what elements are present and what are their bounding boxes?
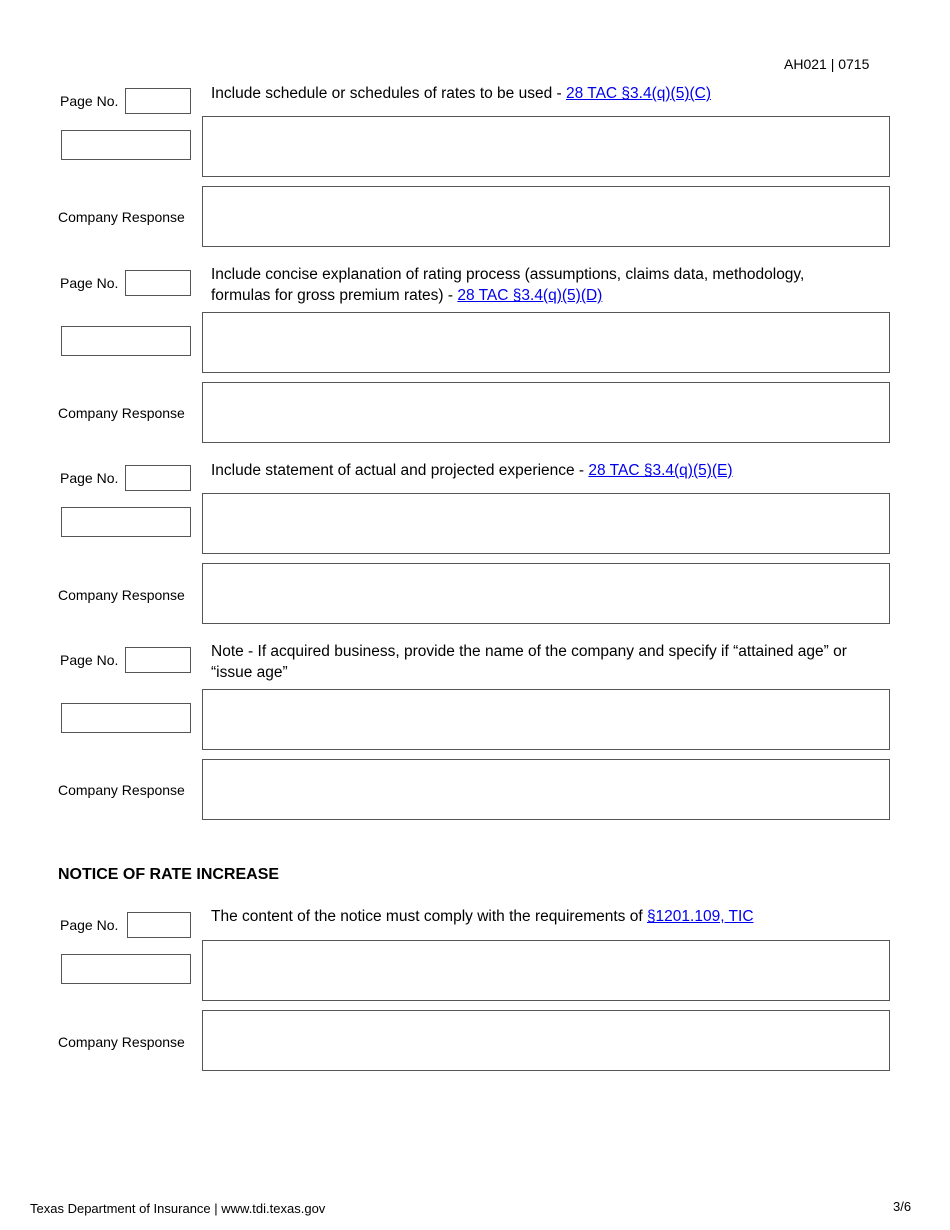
page-number: 3/6 bbox=[893, 1199, 912, 1214]
regulation-link[interactable]: 28 TAC §3.4(q)(5)(D) bbox=[457, 287, 603, 304]
review-field[interactable] bbox=[202, 940, 890, 1001]
company-response-field[interactable] bbox=[202, 759, 890, 820]
instruction-text: Include concise explanation of rating process (assumptions, claims data, methodology, formulas for gross premium rates) - 28 TAC §3.4(q)(5)(D) bbox=[211, 266, 805, 304]
reference-input[interactable] bbox=[61, 703, 191, 733]
page-no-input[interactable] bbox=[125, 465, 191, 491]
company-response-field[interactable] bbox=[202, 382, 890, 443]
company-response-field[interactable] bbox=[202, 186, 890, 247]
page-no-label: Page No. bbox=[60, 275, 119, 291]
section-title: NOTICE OF RATE INCREASE bbox=[58, 866, 280, 883]
reference-input[interactable] bbox=[61, 326, 191, 356]
review-field[interactable] bbox=[202, 493, 890, 554]
regulation-link[interactable]: 28 TAC §3.4(q)(5)(C) bbox=[566, 85, 711, 102]
page-no-input[interactable] bbox=[125, 88, 191, 114]
company-response-field[interactable] bbox=[202, 563, 890, 624]
company-response-label: Company Response bbox=[58, 782, 185, 798]
footer-agency: Texas Department of Insurance | www.tdi.texas.gov bbox=[30, 1201, 326, 1216]
form-id: AH021 | 0715 bbox=[784, 56, 870, 72]
company-response-label: Company Response bbox=[58, 587, 185, 603]
company-response-field[interactable] bbox=[202, 1010, 890, 1071]
instruction-text: The content of the notice must comply with the requirements of §1201.109, TIC bbox=[211, 908, 754, 925]
instruction-text: Note - If acquired business, provide the name of the company and specify if “attained age” or “issue age” bbox=[211, 643, 847, 681]
company-response-label: Company Response bbox=[58, 405, 185, 421]
company-response-label: Company Response bbox=[58, 1034, 185, 1050]
reference-input[interactable] bbox=[61, 954, 191, 984]
review-field[interactable] bbox=[202, 689, 890, 750]
company-response-label: Company Response bbox=[58, 209, 185, 225]
page-no-label: Page No. bbox=[60, 652, 119, 668]
instruction-text: Include statement of actual and projected experience - 28 TAC §3.4(q)(5)(E) bbox=[211, 462, 733, 479]
reference-input[interactable] bbox=[61, 507, 191, 537]
instruction-text: Include schedule or schedules of rates to be used - 28 TAC §3.4(q)(5)(C) bbox=[211, 85, 711, 102]
page-no-label: Page No. bbox=[60, 93, 119, 109]
review-field[interactable] bbox=[202, 312, 890, 373]
reference-input[interactable] bbox=[61, 130, 191, 160]
review-field[interactable] bbox=[202, 116, 890, 177]
page-no-input[interactable] bbox=[125, 647, 191, 673]
page-no-label: Page No. bbox=[60, 917, 119, 933]
page-no-label: Page No. bbox=[60, 470, 119, 486]
statute-link[interactable]: §1201.109, TIC bbox=[646, 908, 754, 925]
regulation-link[interactable]: 28 TAC §3.4(q)(5)(E) bbox=[588, 462, 733, 479]
page-no-input[interactable] bbox=[127, 912, 191, 938]
page-no-input[interactable] bbox=[125, 270, 191, 296]
